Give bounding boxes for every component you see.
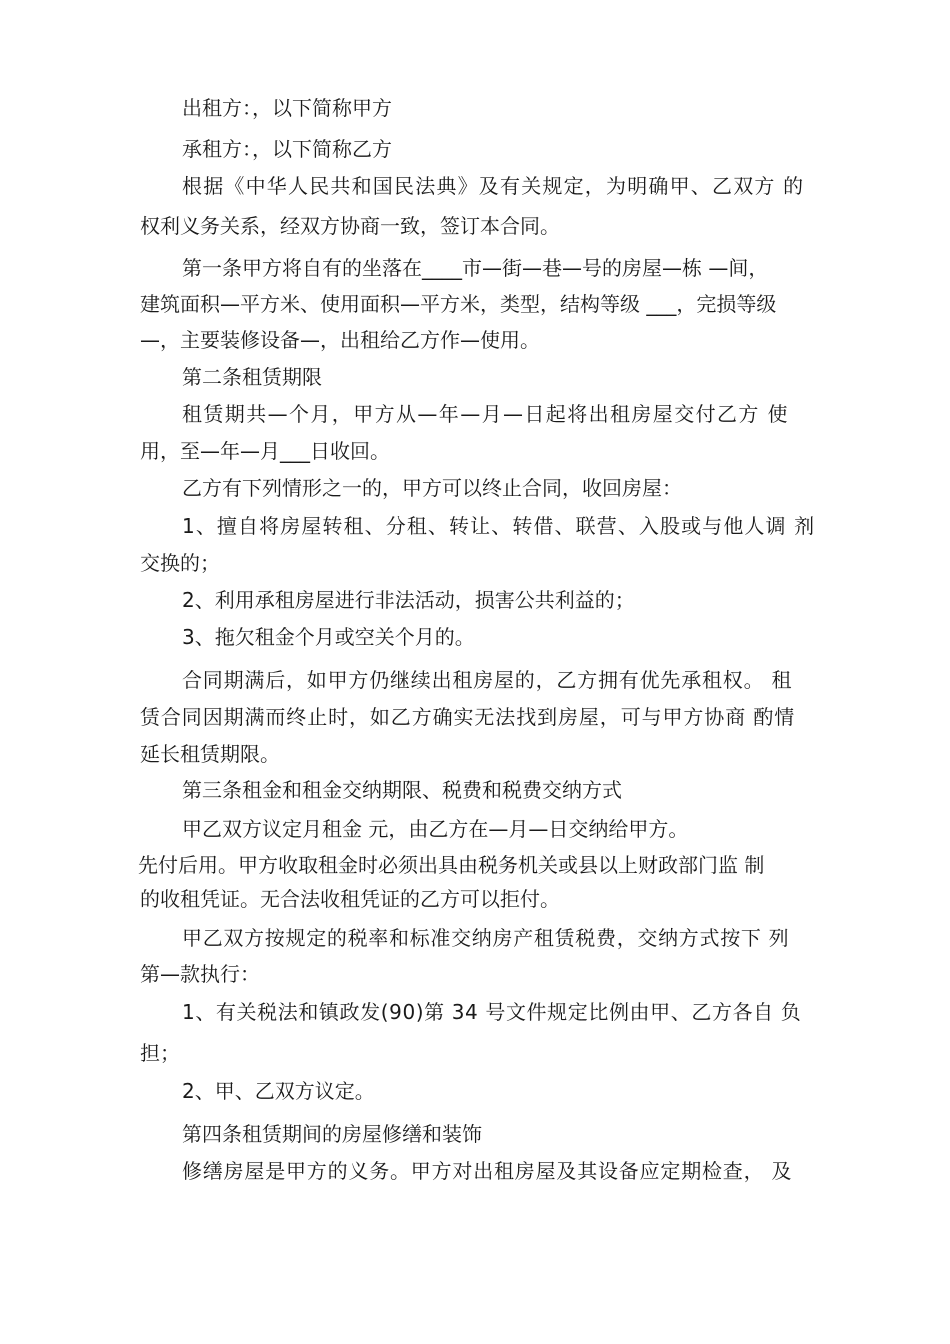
list-item-continued: 担； [140, 1041, 180, 1065]
list-item: 1、擅自将房屋转租、分租、转让、转借、联营、入股或与他人调 剂 [182, 514, 816, 538]
article-heading: 第三条租金和租金交纳期限、税费和税费交纳方式 [182, 778, 622, 802]
list-item: 3、拖欠租金个月或空关个月的。 [182, 625, 475, 649]
article-1-line: 第一条甲方将自有的坐落在____市—街—巷—号的房屋—栋 —间， [182, 256, 769, 280]
paragraph-line: —，主要装修设备—，出租给乙方作—使用。 [140, 328, 540, 352]
article-heading: 第二条租赁期限 [182, 365, 322, 389]
paragraph-line: 租赁期共—个月，甲方从—年—月—日起将出租房屋交付乙方 使 [182, 402, 789, 426]
paragraph-line: 赁合同因期满而终止时，如乙方确实无法找到房屋，可与甲方协商 酌情 [140, 705, 796, 729]
list-item: 1、有关税法和镇政发(90)第 34 号文件规定比例由甲、乙方各自 负 [182, 1000, 802, 1024]
paragraph-line: 合同期满后，如甲方仍继续出租房屋的，乙方拥有优先承租权。 租 [182, 668, 793, 692]
paragraph-line: 用，至—年—月___日收回。 [140, 439, 390, 463]
paragraph-line: 甲乙双方议定月租金 元，由乙方在—月—日交纳给甲方。 [182, 817, 689, 841]
list-item: 2、甲、乙双方议定。 [182, 1079, 375, 1103]
lessee-line: 承租方：，以下简称乙方 [182, 137, 392, 161]
article-heading: 第四条租赁期间的房屋修缮和装饰 [182, 1122, 482, 1146]
paragraph-line: 的收租凭证。无合法收租凭证的乙方可以拒付。 [140, 887, 560, 911]
paragraph-line: 权利义务关系，经双方协商一致，签订本合同。 [140, 214, 560, 238]
paragraph-line: 修缮房屋是甲方的义务。甲方对出租房屋及其设备应定期检查， 及 [182, 1159, 793, 1183]
lessor-line: 出租方：，以下简称甲方 [182, 96, 392, 120]
paragraph-line: 先付后用。甲方收取租金时必须出具由税务机关或县以上财政部门监 制 [138, 853, 765, 877]
paragraph-line: 第—款执行： [140, 962, 260, 986]
paragraph-line: 乙方有下列情形之一的，甲方可以终止合同，收回房屋： [182, 476, 682, 500]
list-item-continued: 交换的； [140, 551, 220, 575]
paragraph-line: 根据《中华人民共和国民法典》及有关规定，为明确甲、乙双方 的 [182, 174, 805, 198]
paragraph-line: 建筑面积—平方米、使用面积—平方米，类型，结构等级 ___，完损等级 [140, 292, 777, 316]
paragraph-line: 甲乙双方按规定的税率和标准交纳房产租赁税费，交纳方式按下 列 [182, 926, 790, 950]
list-item: 2、利用承租房屋进行非法活动，损害公共利益的； [182, 588, 635, 612]
paragraph-line: 延长租赁期限。 [140, 742, 280, 766]
